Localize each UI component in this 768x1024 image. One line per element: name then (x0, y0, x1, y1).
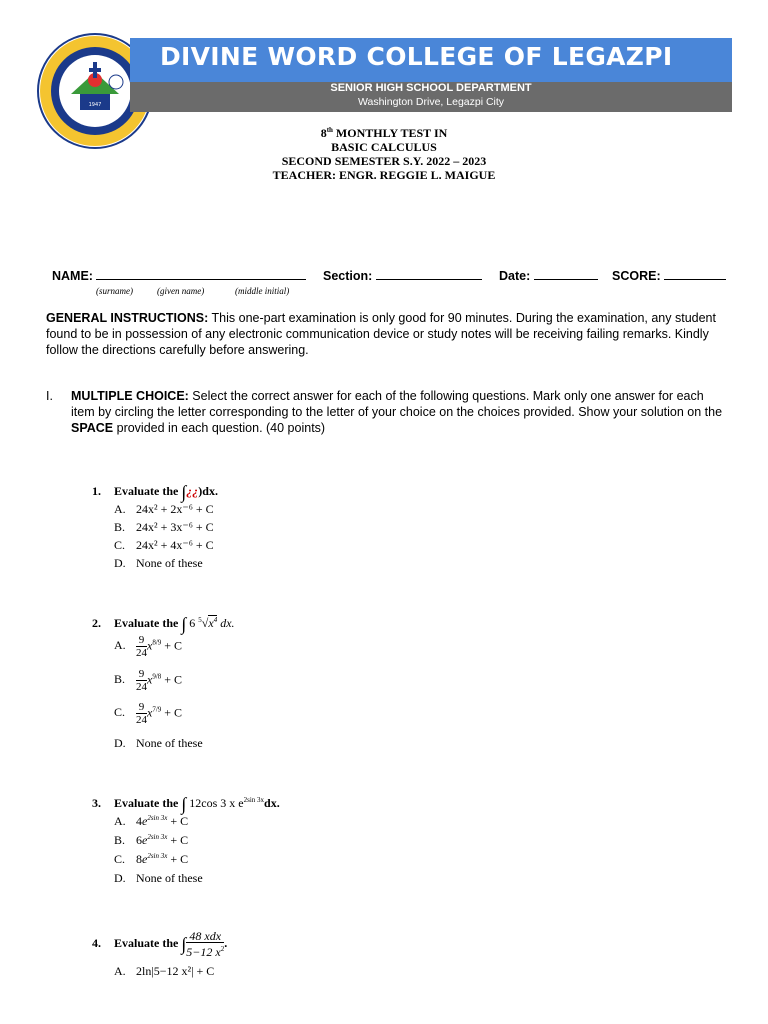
question-2: 2. Evaluate the ∫ 6 $^5√x^4$ dx. (92, 614, 235, 634)
date-field[interactable]: Date: (499, 269, 598, 283)
q1-option-d[interactable]: D. None of these (114, 556, 203, 570)
integral-icon: ∫ (181, 794, 187, 814)
q2-option-a[interactable]: A. $\frac{9}{24}$ $x^{8/9} + C$ (114, 634, 183, 659)
q3-option-b[interactable]: B. $6e^{2sin 3x} + C$ (114, 833, 189, 847)
school-name: DIVINE WORD COLLEGE OF LEGAZPI (160, 42, 673, 71)
department-name: SENIOR HIGH SCHOOL DEPARTMENT (330, 82, 532, 94)
question-1: 1. Evaluate the ∫¿¿)dx. (92, 482, 218, 502)
test-semester: SECOND SEMESTER S.Y. 2022 – 2023 (281, 154, 487, 168)
score-field[interactable]: SCORE: (612, 269, 726, 283)
q3-option-d[interactable]: D. None of these (114, 871, 203, 885)
integral-icon: ∫ (181, 482, 187, 502)
q4-option-a[interactable]: A. 2ln|5−12 x²| + C (114, 964, 215, 978)
integral-icon: ∫ (181, 933, 187, 954)
question-3: 3. Evaluate the ∫ 12cos 3 x $e^{2sin 3x}dx$. (92, 794, 280, 814)
q1-option-c[interactable]: C. 24x² + 4x⁻⁶ + C (114, 538, 214, 552)
section-instructions: MULTIPLE CHOICE: Select the correct answer for each of the following questions. Mark only one answer for each item by circling the letter corresponding to the letter of your choice on the choices provided. Show your solution on the SPACE provided in each question. (40 points) (71, 389, 723, 435)
svg-text:1947: 1947 (88, 102, 102, 108)
question-4: 4. Evaluate the ∫ $\frac{\text{48 xdx}}{5-12 x^2}$ . (92, 929, 228, 959)
section-roman: I. (46, 389, 53, 403)
q2-option-d[interactable]: D. None of these (114, 736, 203, 750)
surname-hint: (surname) (96, 286, 133, 296)
q3-option-a[interactable]: A. $4e^{2sin 3x} + C$ (114, 814, 189, 828)
q2-option-b[interactable]: B. $\frac{9}{24}$ $x^{9/8} + C$ (114, 668, 183, 693)
integral-icon: ∫ (181, 614, 187, 634)
section-field[interactable]: Section: (323, 269, 482, 283)
q1-option-a[interactable]: A. 24x² + 2x⁻⁶ + C (114, 502, 214, 516)
given-name-hint: (given name) (157, 286, 205, 296)
test-subject: BASIC CALCULUS (331, 140, 437, 154)
name-field[interactable]: NAME: (52, 269, 306, 283)
middle-initial-hint: (middle initial) (235, 286, 290, 296)
q3-option-c[interactable]: C. $8e^{2sin 3x} + C$ (114, 852, 189, 866)
test-teacher: TEACHER: ENGR. REGGIE L. MAIGUE (272, 168, 496, 182)
q1-option-b[interactable]: B. 24x² + 3x⁻⁶ + C (114, 520, 214, 534)
q2-option-c[interactable]: C. $\frac{9}{24}$ $x^{7/9} + C$ (114, 701, 183, 726)
test-title-line1: 8th MONTHLY TEST IN (320, 126, 448, 140)
school-address: Washington Drive, Legazpi City (357, 96, 505, 108)
general-instructions: GENERAL INSTRUCTIONS: This one-part examination is only good for 90 minutes. During the examination, any student found to be in possession of any electronic communication device or study notes will be receiving failing remarks. Kindly follow the directions carefully before answering. (46, 311, 716, 357)
